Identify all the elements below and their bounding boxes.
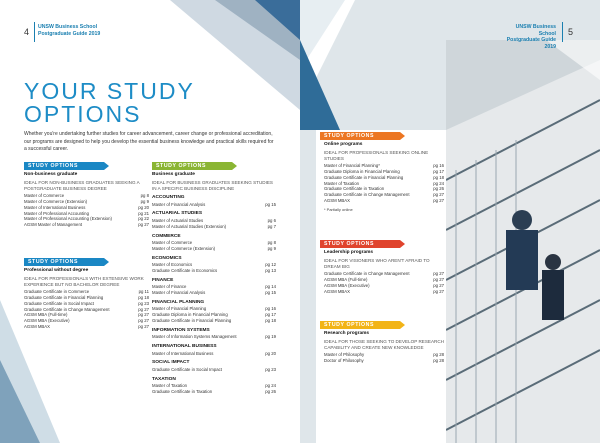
program-name: Graduate Certificate in Commerce [24,289,90,295]
page-reference: pg 16 [433,163,444,169]
program-name: Master of Taxation [152,383,188,389]
discipline-heading: SOCIAL IMPACT [152,360,190,366]
page-reference: pg 18 [265,317,276,323]
program-list [24,289,149,330]
program-row [152,334,276,340]
program-list [152,262,276,274]
discipline-heading: ACCOUNTING [152,195,185,201]
page-reference: pg 26 [265,388,276,394]
program-name: AGSM MBAX [324,288,351,294]
page-reference: pg 27 [138,318,149,324]
program-name: Graduate Certificate in Taxation [152,388,213,394]
program-row [24,324,149,330]
program-row [152,290,276,296]
header-line-2: Postgraduate Guide 2019 [38,30,101,37]
header-divider [34,22,35,42]
column-online [324,141,444,213]
page-reference: pg 14 [265,284,276,290]
program-list [24,193,149,228]
footnote: * Partially online [324,206,353,212]
intro-paragraph: Whether you're undertaking further studies for career advancement, career change or professional accreditation, our programs are designed to help you develop the essential business knowledge and practical skills required for a successful career. [24,131,274,152]
program-row [152,351,276,357]
header-title [38,24,100,37]
title-line-2: OPTIONS [24,101,142,127]
header-title [500,24,556,50]
column-non-business [24,171,149,228]
page-reference: pg 26 [433,186,444,192]
page-reference: pg 28 [433,357,444,363]
section-subheading: IDEAL FOR THOSE SEEKING TO DEVELOP RESEARCH CAPABILITY AND CREATE NEW KNOWLEDGE [324,339,444,350]
program-name: Graduate Diploma in Financial Planning [152,312,228,318]
header-divider [562,22,563,42]
program-list [152,218,276,230]
program-name: Graduate Certificate in Social Impact [152,366,222,372]
program-name: Master of Taxation [324,180,360,186]
program-list [152,351,276,357]
program-list [152,367,276,373]
page-reference: pg 15 [265,290,276,296]
page-reference: pg 24 [433,180,444,186]
page-reference: pg 27 [138,312,149,318]
program-name: Master of Financial Planning [152,306,207,312]
program-name: Graduate Certificate in Financial Planning [152,317,232,323]
section-subheading: IDEAL FOR BUSINESS GRADUATES SEEKING STUDIES IN A SPECIFIC BUSINESS DISCIPLINE [152,180,273,191]
column-professional [24,267,149,330]
header-line-2: Postgraduate Guide 2019 [506,37,556,50]
program-list [152,383,276,395]
page-reference: pg 20 [138,204,149,210]
page-reference: pg 23 [265,366,276,372]
section-subheading: IDEAL FOR NON-BUSINESS GRADUATES SEEKING A POSTGRADUATE BUSINESS DEGREE [24,180,140,191]
page-reference: pg 27 [433,271,444,277]
section-heading: Research programs [324,331,370,336]
section-heading: Non-business graduate [24,172,78,177]
program-list [152,240,276,252]
page-reference: pg 16 [265,306,276,312]
program-name: Master of Financial Analysis [152,290,206,296]
study-options-badge: STUDY OPTIONS [24,258,104,266]
page-reference: pg 11 [138,289,149,295]
program-list [152,202,276,208]
program-list [152,284,276,296]
program-name: Master of Actuarial Studies (Extension) [152,223,227,229]
program-row [324,358,444,364]
page-reference: pg 27 [433,288,444,294]
program-row [152,202,276,208]
page-reference: pg 17 [433,168,444,174]
study-options-badge: STUDY OPTIONS [320,132,400,140]
section-heading: Leadership programs [324,250,374,255]
program-name: Doctor of Philosophy [324,357,364,363]
program-name: Graduate Certificate in Social Impact [24,300,94,306]
page-title [24,80,195,126]
program-name: Master of International Business [152,350,214,356]
program-row [152,318,276,324]
page-reference: pg 21 [138,210,149,216]
program-name: Master of Financial Planning* [324,163,380,169]
page-reference: pg 17 [265,312,276,318]
discipline-list [152,195,276,395]
discipline-heading: TAXATION [152,376,176,382]
program-list [324,352,444,364]
study-options-badge: STUDY OPTIONS [24,162,104,170]
program-name: Master of Actuarial Studies [152,217,204,223]
page-reference: pg 15 [265,201,276,207]
program-row [152,268,276,274]
column-research [324,330,444,364]
page-reference: pg 27 [433,192,444,198]
page-reference: pg 27 [138,306,149,312]
page-reference: pg 27 [433,197,444,203]
program-name: Master of Commerce (Extension) [152,245,216,251]
program-name: AGSM MBA (Executive) [324,282,370,288]
page-reference: pg 20 [265,350,276,356]
column-leadership [324,249,444,294]
page-reference: pg 18 [433,174,444,180]
title-line-1: YOUR STUDY [24,78,195,104]
page-number: 5 [568,27,574,37]
program-row [152,389,276,395]
program-name: Master of Commerce [24,193,65,199]
discipline-heading: INFORMATION SYSTEMS [152,327,210,333]
program-name: Master of Commerce [152,240,193,246]
section-heading: Professional without degree [24,268,89,273]
program-name: Graduate Certificate in Change Management [24,306,110,312]
study-options-badge: STUDY OPTIONS [320,240,400,248]
page-reference: pg 12 [265,262,276,268]
discipline-heading: FINANCE [152,277,174,283]
page-reference: pg 27 [433,282,444,288]
program-name: Graduate Diploma in Financial Planning [324,168,400,174]
program-row [24,222,149,228]
page-reference: pg 27 [138,222,149,228]
discipline-heading: ECONOMICS [152,255,182,261]
page-reference: pg 9 [267,245,276,251]
page-reference: pg 27 [433,276,444,282]
program-row [152,246,276,252]
page-reference: pg 28 [433,352,444,358]
program-name: Master of Professional Accounting (Extension) [24,216,112,222]
header-line-1: UNSW Business School [38,24,98,30]
program-name: AGSM MBA (Full-time) [24,312,68,318]
program-name: Master of Philosophy [324,352,365,358]
program-name: Graduate Certificate in Taxation [324,186,385,192]
section-heading: Business graduate [152,172,195,177]
program-name: Graduate Certificate in Financial Planning [24,294,104,300]
discipline-heading: FINANCIAL PLANNING [152,299,205,305]
program-name: Master of Commerce (Extension) [24,198,88,204]
program-row [324,198,444,204]
page-reference: pg 8 [140,193,149,199]
program-row [324,289,444,295]
page-reference: pg 22 [138,216,149,222]
program-name: AGSM MBA (Executive) [24,318,70,324]
discipline-heading: ACTUARIAL STUDIES [152,211,203,217]
page-reference: pg 24 [265,383,276,389]
program-list [324,271,444,294]
section-subheading: IDEAL FOR VISIONERS WHO AREN'T AFRAID TO DREAM BIG [324,258,430,269]
page-reference: pg 23 [138,300,149,306]
program-name: AGSM Master of Management [24,222,83,228]
discipline-heading: COMMERCE [152,233,181,239]
program-list [152,306,276,323]
staircase-photo [446,40,600,443]
program-name: Graduate Certificate in Financial Planning [324,174,404,180]
study-options-badge: STUDY OPTIONS [320,321,400,329]
program-name: AGSM MBAX [324,197,351,203]
program-name: Graduate Certificate in Change Management [324,192,410,198]
page-reference: pg 18 [138,294,149,300]
program-name: Master of Finance [152,284,187,290]
page-reference: pg 8 [267,240,276,246]
program-name: AGSM MBA (Full-time) [324,276,368,282]
study-options-badge: STUDY OPTIONS [152,162,232,170]
program-name: Graduate Certificate in Economics [152,267,218,273]
program-list [152,334,276,340]
section-subheading: IDEAL FOR PROFESSIONALS SEEKING ONLINE STUDIES [324,150,429,161]
header-line-1: UNSW Business School [515,24,556,37]
section-heading: Online programs [324,142,363,147]
column-business-graduate [152,171,276,395]
page-reference: pg 19 [265,334,276,340]
program-name: Master of Information Systems Management [152,334,237,340]
program-row [152,367,276,373]
program-row [152,224,276,230]
program-name: Master of International Business [24,204,86,210]
program-name: Graduate Certificate in Change Management [324,271,410,277]
program-name: Master of Economics [152,262,193,268]
program-list [324,163,444,204]
page-reference: pg 6 [267,217,276,223]
page-reference: pg 13 [265,267,276,273]
program-name: Master of Professional Accounting [24,210,89,216]
page-number: 4 [24,27,30,37]
discipline-heading: INTERNATIONAL BUSINESS [152,344,217,350]
section-subheading: IDEAL FOR PROFESSIONALS WITH EXTENSIVE WORK EXPERIENCE BUT NO BACHELOR DEGREE [24,276,144,287]
page-reference: pg 27 [138,323,149,329]
program-name: AGSM MBAX [24,323,51,329]
page-reference: pg 7 [267,223,276,229]
page-reference: pg 9 [140,198,149,204]
program-name: Master of Financial Analysis [152,201,206,207]
